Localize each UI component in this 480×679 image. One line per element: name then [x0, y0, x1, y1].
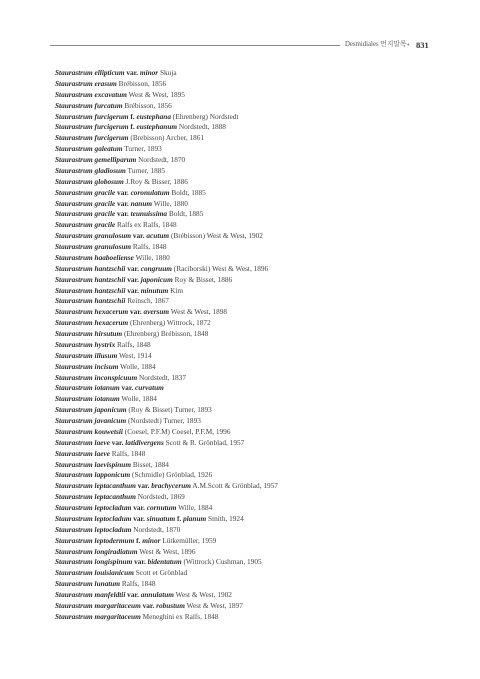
authority: A.M.Scott & Grönblad, 1957 — [190, 481, 278, 491]
species-entry — [55, 253, 455, 264]
rank-marker: var. — [140, 600, 157, 610]
taxon-name: Staurastrum hantzschii — [55, 263, 126, 273]
species-entry — [55, 568, 455, 579]
species-entry — [55, 188, 455, 199]
rank-marker: var. — [124, 68, 140, 77]
taxon-name: Staurastrum ellipticum — [55, 68, 125, 77]
authority: (Schmidle) Grönblad, 1926 — [130, 470, 213, 480]
authority: J.Roy & Bisser, 1886 — [123, 176, 188, 186]
taxon-name: Staurastrum gracile — [55, 187, 116, 197]
authority: West & West, 1897 — [184, 600, 243, 610]
authority: (Coesel, P.F.M) Coesel, P.F.M, 1996 — [122, 426, 231, 436]
taxon-name: Staurastrum louisianicum — [55, 568, 134, 578]
taxon-name: Staurastrum excavatum — [55, 89, 127, 99]
taxon-name: minutum — [140, 285, 169, 295]
authority: Wille, 1880 — [152, 198, 188, 208]
authority: Nordstedt, 1869 — [135, 492, 185, 502]
taxon-name: acutum — [146, 231, 170, 241]
species-entry — [55, 242, 455, 253]
authority: Scott et Grönblad — [133, 568, 188, 578]
species-entry — [55, 492, 455, 503]
taxon-name: Staurastrum furcigerum — [55, 133, 129, 143]
taxon-name: Staurastrum leptocladum — [55, 513, 132, 523]
species-entry — [55, 122, 455, 133]
species-list — [55, 68, 455, 623]
taxon-name: Staurastrum galeatum — [55, 144, 123, 154]
rank-marker: var. — [115, 209, 131, 219]
taxon-name: eustephanum — [136, 122, 178, 132]
taxon-name: Staurastrum leptodermum — [55, 535, 135, 545]
authority: West & West, 1895 — [126, 89, 185, 99]
authority: West, 1914 — [117, 350, 152, 360]
taxon-name: Staurastrum margaritaceum — [55, 600, 141, 610]
rank-marker: var. — [131, 231, 147, 241]
taxon-name: Staurastrum lapponicum — [55, 470, 131, 480]
authority: Boldt, 1885 — [169, 187, 206, 197]
taxon-name: Staurastrum leptocladum — [55, 503, 132, 512]
authority: Nordstedt, 1837 — [137, 372, 186, 382]
species-entry — [55, 307, 455, 318]
authority: Boldt, 1885 — [167, 209, 204, 219]
rank-marker: var. — [132, 557, 148, 567]
taxon-name: Staurastrum margaritaceum — [55, 611, 141, 621]
species-entry — [55, 590, 455, 601]
species-entry — [55, 383, 455, 394]
species-entry — [55, 264, 455, 275]
species-entry — [55, 427, 455, 438]
taxon-name: teunuissima — [130, 209, 168, 219]
species-entry — [55, 481, 455, 492]
species-entry — [55, 579, 455, 590]
taxon-name: sinuatum — [146, 513, 176, 523]
species-entry — [55, 460, 455, 471]
species-entry — [55, 286, 455, 297]
header-rule — [50, 45, 340, 46]
taxon-name: coronulatum — [130, 187, 170, 197]
species-entry — [55, 514, 455, 525]
taxon-name: Staurastrum hexacerum — [55, 307, 129, 317]
authority: Brébisson, 1856 — [122, 100, 172, 110]
header-bullet: • — [407, 41, 410, 49]
authority: Nordstedt, 1888 — [177, 122, 226, 132]
taxon-name: Staurastrum hexacerum — [55, 318, 129, 328]
taxon-name: Staurastrum leptacanthum — [55, 492, 136, 502]
authority: Nordstedt, 1870 — [131, 524, 181, 534]
species-entry — [55, 601, 455, 612]
authority: West & West, 1898 — [169, 307, 228, 317]
authority: (Raciborski) West & West, 1896 — [171, 263, 269, 273]
authority: Turner, 1893 — [122, 144, 162, 154]
authority: Reinsch, 1867 — [125, 296, 169, 306]
authority: Bisset, 1884 — [131, 459, 169, 469]
taxon-name: annulatum — [140, 590, 174, 599]
rank-marker: var. — [119, 383, 136, 393]
species-entry — [55, 503, 455, 514]
taxon-name: bidentatum — [147, 557, 182, 567]
species-entry — [55, 340, 455, 351]
taxon-name: Staurastrum hantzschii — [55, 285, 126, 295]
taxon-name: Staurastrum longiradiatum — [55, 546, 138, 556]
authority: Nordstedt, 1870 — [136, 155, 186, 164]
species-entry — [55, 612, 455, 623]
taxon-name: Staurastrum illusum — [55, 350, 118, 360]
species-entry — [55, 525, 455, 536]
taxon-name: brachycerum — [151, 481, 191, 491]
species-entry — [55, 231, 455, 242]
species-entry — [55, 209, 455, 220]
species-entry — [55, 394, 455, 405]
taxon-name: Staurastrum iotanum — [55, 383, 120, 393]
species-entry — [55, 79, 455, 90]
species-entry — [55, 144, 455, 155]
taxon-name: Staurastrum iotanum — [55, 394, 120, 404]
authority: (Nordstedt) Turner, 1893 — [126, 416, 201, 425]
species-entry — [55, 438, 455, 449]
taxon-name: japonicum — [140, 274, 173, 284]
rank-marker: var. — [125, 263, 141, 273]
taxon-name: Staurastrum gracile — [55, 198, 116, 208]
authority: Lütkemüller, 1959 — [160, 535, 217, 545]
taxon-name: latidivergens — [125, 437, 164, 447]
authority: (Ehrenberg) Wittrock, 1872 — [128, 318, 211, 328]
taxon-name: Staurastrum inconspicuum — [55, 372, 138, 382]
authority: Skuja — [158, 68, 177, 77]
authority: Ralfs, 1848 — [120, 579, 156, 589]
taxon-name: Staurastrum lunatum — [55, 579, 121, 589]
rank-marker: var. — [115, 187, 131, 197]
species-entry — [55, 416, 455, 427]
authority: (Wittrock) Cushman, 1905 — [181, 557, 262, 567]
species-entry — [55, 155, 455, 166]
taxon-name: Staurastrum laeve — [55, 437, 110, 447]
species-entry — [55, 296, 455, 307]
species-entry — [55, 220, 455, 231]
species-entry — [55, 329, 455, 340]
taxon-name: aversum — [143, 307, 170, 317]
authority: West & West, 1902 — [173, 590, 232, 599]
authority: (Ehrenberg) Brébisson, 1848 — [122, 329, 209, 338]
taxon-name: Staurastrum kouwetsii — [55, 426, 123, 436]
rank-marker: var. — [131, 503, 147, 512]
rank-marker: var. — [125, 590, 141, 599]
taxon-name: Staurastrum gracile — [55, 209, 116, 219]
authority: Scott & R. Grönblad, 1957 — [163, 437, 245, 447]
taxon-name: Staurastrum laeve — [55, 448, 110, 458]
authority: (Brébisson) West & West, 1902 — [169, 231, 263, 241]
taxon-name: nanum — [130, 198, 153, 208]
authority: Ralfs ex Ralfs, 1848 — [115, 220, 177, 230]
taxon-name: Staurastrum hystrix — [55, 339, 116, 349]
taxon-name: Staurastrum laevispinum — [55, 459, 132, 469]
rank-marker: f. — [134, 535, 143, 545]
taxon-name: cornutum — [146, 503, 177, 512]
taxon-name: planum — [183, 513, 207, 523]
rank-marker: var. — [125, 274, 141, 284]
taxon-name: Staurastrum furcatum — [55, 100, 123, 110]
rank-marker: f. — [128, 122, 137, 132]
authority: Kim — [168, 285, 184, 295]
authority: Wolle, 1884 — [119, 394, 157, 404]
authority: Ralfs, 1848 — [115, 339, 151, 349]
rank-marker: var. — [125, 285, 141, 295]
taxon-name: Staurastrum hantzschii — [55, 296, 126, 306]
rank-marker: f. — [128, 111, 137, 121]
taxon-name: Staurastrum manfeldtii — [55, 590, 126, 599]
taxon-name: Staurastrum hirsutum — [55, 329, 123, 338]
rank-marker: var. — [135, 481, 152, 491]
taxon-name: curvatum — [135, 383, 164, 393]
taxon-name: Staurastrum gracile — [55, 220, 116, 230]
running-header — [0, 38, 480, 52]
taxon-name: eustephana — [136, 111, 171, 121]
species-entry — [55, 405, 455, 416]
taxon-name: Staurastrum incisum — [55, 361, 119, 371]
taxon-name: Staurastrum longispinum — [55, 557, 133, 567]
authority: Wille, 1880 — [133, 252, 170, 262]
rank-marker: var. — [128, 307, 144, 317]
species-entry — [55, 133, 455, 144]
page-number: 831 — [416, 40, 429, 50]
species-entry — [55, 199, 455, 210]
authority: Turner, 1885 — [125, 165, 166, 175]
taxon-name: Staurastrum leptocladum — [55, 524, 132, 534]
species-entry — [55, 275, 455, 286]
taxon-name: Staurastrum gladiosum — [55, 165, 126, 175]
species-entry — [55, 362, 455, 373]
taxon-name: Staurastrum haaboeliense — [55, 252, 134, 262]
authority: (Roy & Bisset) Turner, 1893 — [126, 405, 212, 415]
taxon-name: Staurastrum japonicum — [55, 405, 127, 415]
taxon-name: Staurastrum hantzschii — [55, 274, 126, 284]
authority: West & West, 1896 — [137, 546, 196, 556]
species-entry — [55, 536, 455, 547]
taxon-name: congruum — [140, 263, 172, 273]
authority: (Brebisson) Archer, 1861 — [128, 133, 205, 143]
rank-marker: f. — [175, 513, 184, 523]
species-entry — [55, 112, 455, 123]
taxon-name: minor — [139, 68, 159, 77]
species-entry — [55, 177, 455, 188]
species-entry — [55, 547, 455, 558]
section-title: Desmidiales 먼지말목 — [345, 41, 407, 48]
taxon-name: Staurastrum granulosum — [55, 242, 132, 251]
rank-marker: var. — [109, 437, 126, 447]
species-entry — [55, 318, 455, 329]
species-entry — [55, 101, 455, 112]
rank-marker: var. — [131, 513, 147, 523]
species-entry — [55, 470, 455, 481]
species-entry — [55, 557, 455, 568]
taxon-name: Staurastrum globosum — [55, 176, 124, 186]
authority: Meneghini ex Ralfs, 1848 — [140, 611, 219, 621]
species-entry — [55, 351, 455, 362]
taxon-name: robustum — [156, 600, 185, 610]
authority: (Ehrenberg) Nordstedt — [170, 111, 239, 121]
species-entry — [55, 449, 455, 460]
taxon-name: Staurastrum leptacanthum — [55, 481, 136, 491]
species-entry — [55, 166, 455, 177]
authority: Wolle, 1884 — [118, 361, 156, 371]
rank-marker: var. — [115, 198, 131, 208]
taxon-name: Staurastrum javanicum — [55, 416, 127, 425]
authority: Wille, 1884 — [176, 503, 213, 512]
species-entry — [55, 68, 455, 79]
species-entry — [55, 373, 455, 384]
taxon-name: Staurastrum erasum — [55, 78, 117, 88]
species-entry — [55, 90, 455, 101]
taxon-name: minor — [142, 535, 161, 545]
authority: Roy & Bisset, 1886 — [172, 274, 233, 284]
taxon-name: Staurastrum furcigerum — [55, 122, 129, 132]
taxon-name: Staurastrum granulosum — [55, 231, 132, 241]
authority: Ralfs, 1848 — [131, 242, 167, 251]
authority: Ralfs, 1848 — [109, 448, 146, 458]
taxon-name: Staurastrum gemelliparum — [55, 155, 137, 164]
authority: Smith, 1924 — [206, 513, 244, 523]
authority: Brébisson, 1856 — [116, 78, 167, 88]
taxon-name: Staurastrum furcigerum — [55, 111, 129, 121]
